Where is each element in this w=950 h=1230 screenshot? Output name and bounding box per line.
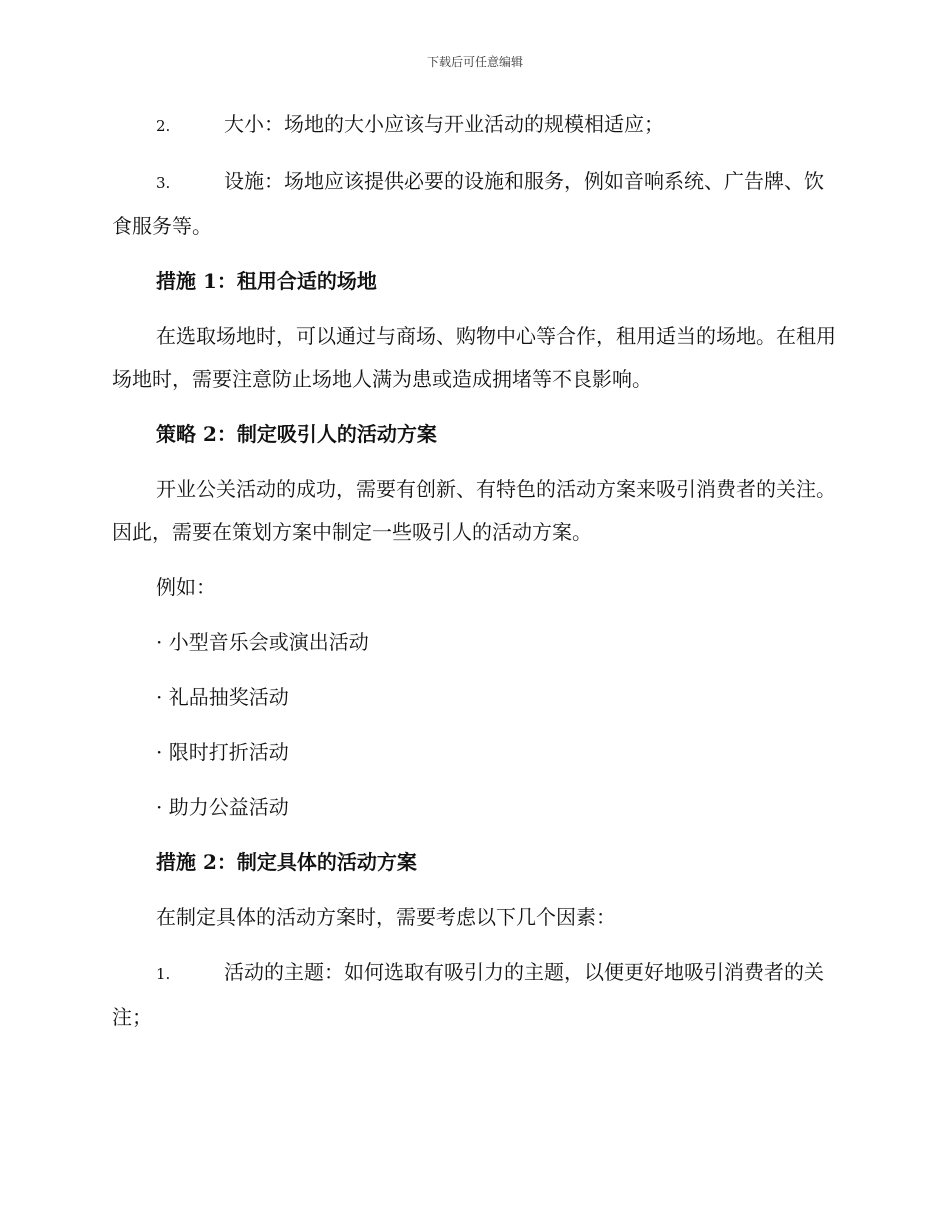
numbered-item-facilities (112, 160, 838, 248)
item-number: 3. (156, 174, 171, 192)
section-heading-rent-venue: 措施 1：租用合适的场地 (156, 269, 377, 293)
section-heading-attractive-plan: 策略 2：制定吸引人的活动方案 (156, 422, 437, 446)
page-header-note: 下载后可任意编辑 (426, 55, 523, 69)
item-text: 大小：场地的大小应该与开业活动的规模相适应； (224, 112, 664, 136)
item-number: 2. (156, 117, 171, 135)
document-body (112, 103, 838, 1051)
section-heading-specific-plan: 措施 2：制定具体的活动方案 (156, 850, 417, 874)
item-text: 设施：场地应该提供必要的设施和服务，例如音响系统、广告牌、饮食服务等。 (112, 169, 824, 238)
numbered-item-theme (112, 951, 838, 1039)
bullet-item-lottery: · 礼品抽奖活动 (156, 685, 289, 709)
numbered-item-size (112, 103, 838, 148)
paragraph-for-example: 例如： (156, 575, 216, 599)
bullet-item-discount: · 限时打折活动 (156, 740, 289, 764)
bullet-item-concert: · 小型音乐会或演出活动 (156, 630, 369, 654)
paragraph-factors-intro: 在制定具体的活动方案时，需要考虑以下几个因素： (156, 905, 616, 929)
item-number: 1. (156, 965, 171, 983)
bullet-item-charity: · 助力公益活动 (156, 795, 289, 819)
item-text: 活动的主题：如何选取有吸引力的主题，以便更好地吸引消费者的关注； (112, 960, 824, 1029)
paragraph-activity-plan: 开业公关活动的成功，需要有创新、有特色的活动方案来吸引消费者的关注。因此，需要在策划方案中制定一些吸引人的活动方案。 (112, 477, 836, 544)
paragraph-venue-selection: 在选取场地时，可以通过与商场、购物中心等合作，租用适当的场地。在租用场地时，需要注意防止场地人满为患或造成拥堵等不良影响。 (112, 324, 836, 391)
